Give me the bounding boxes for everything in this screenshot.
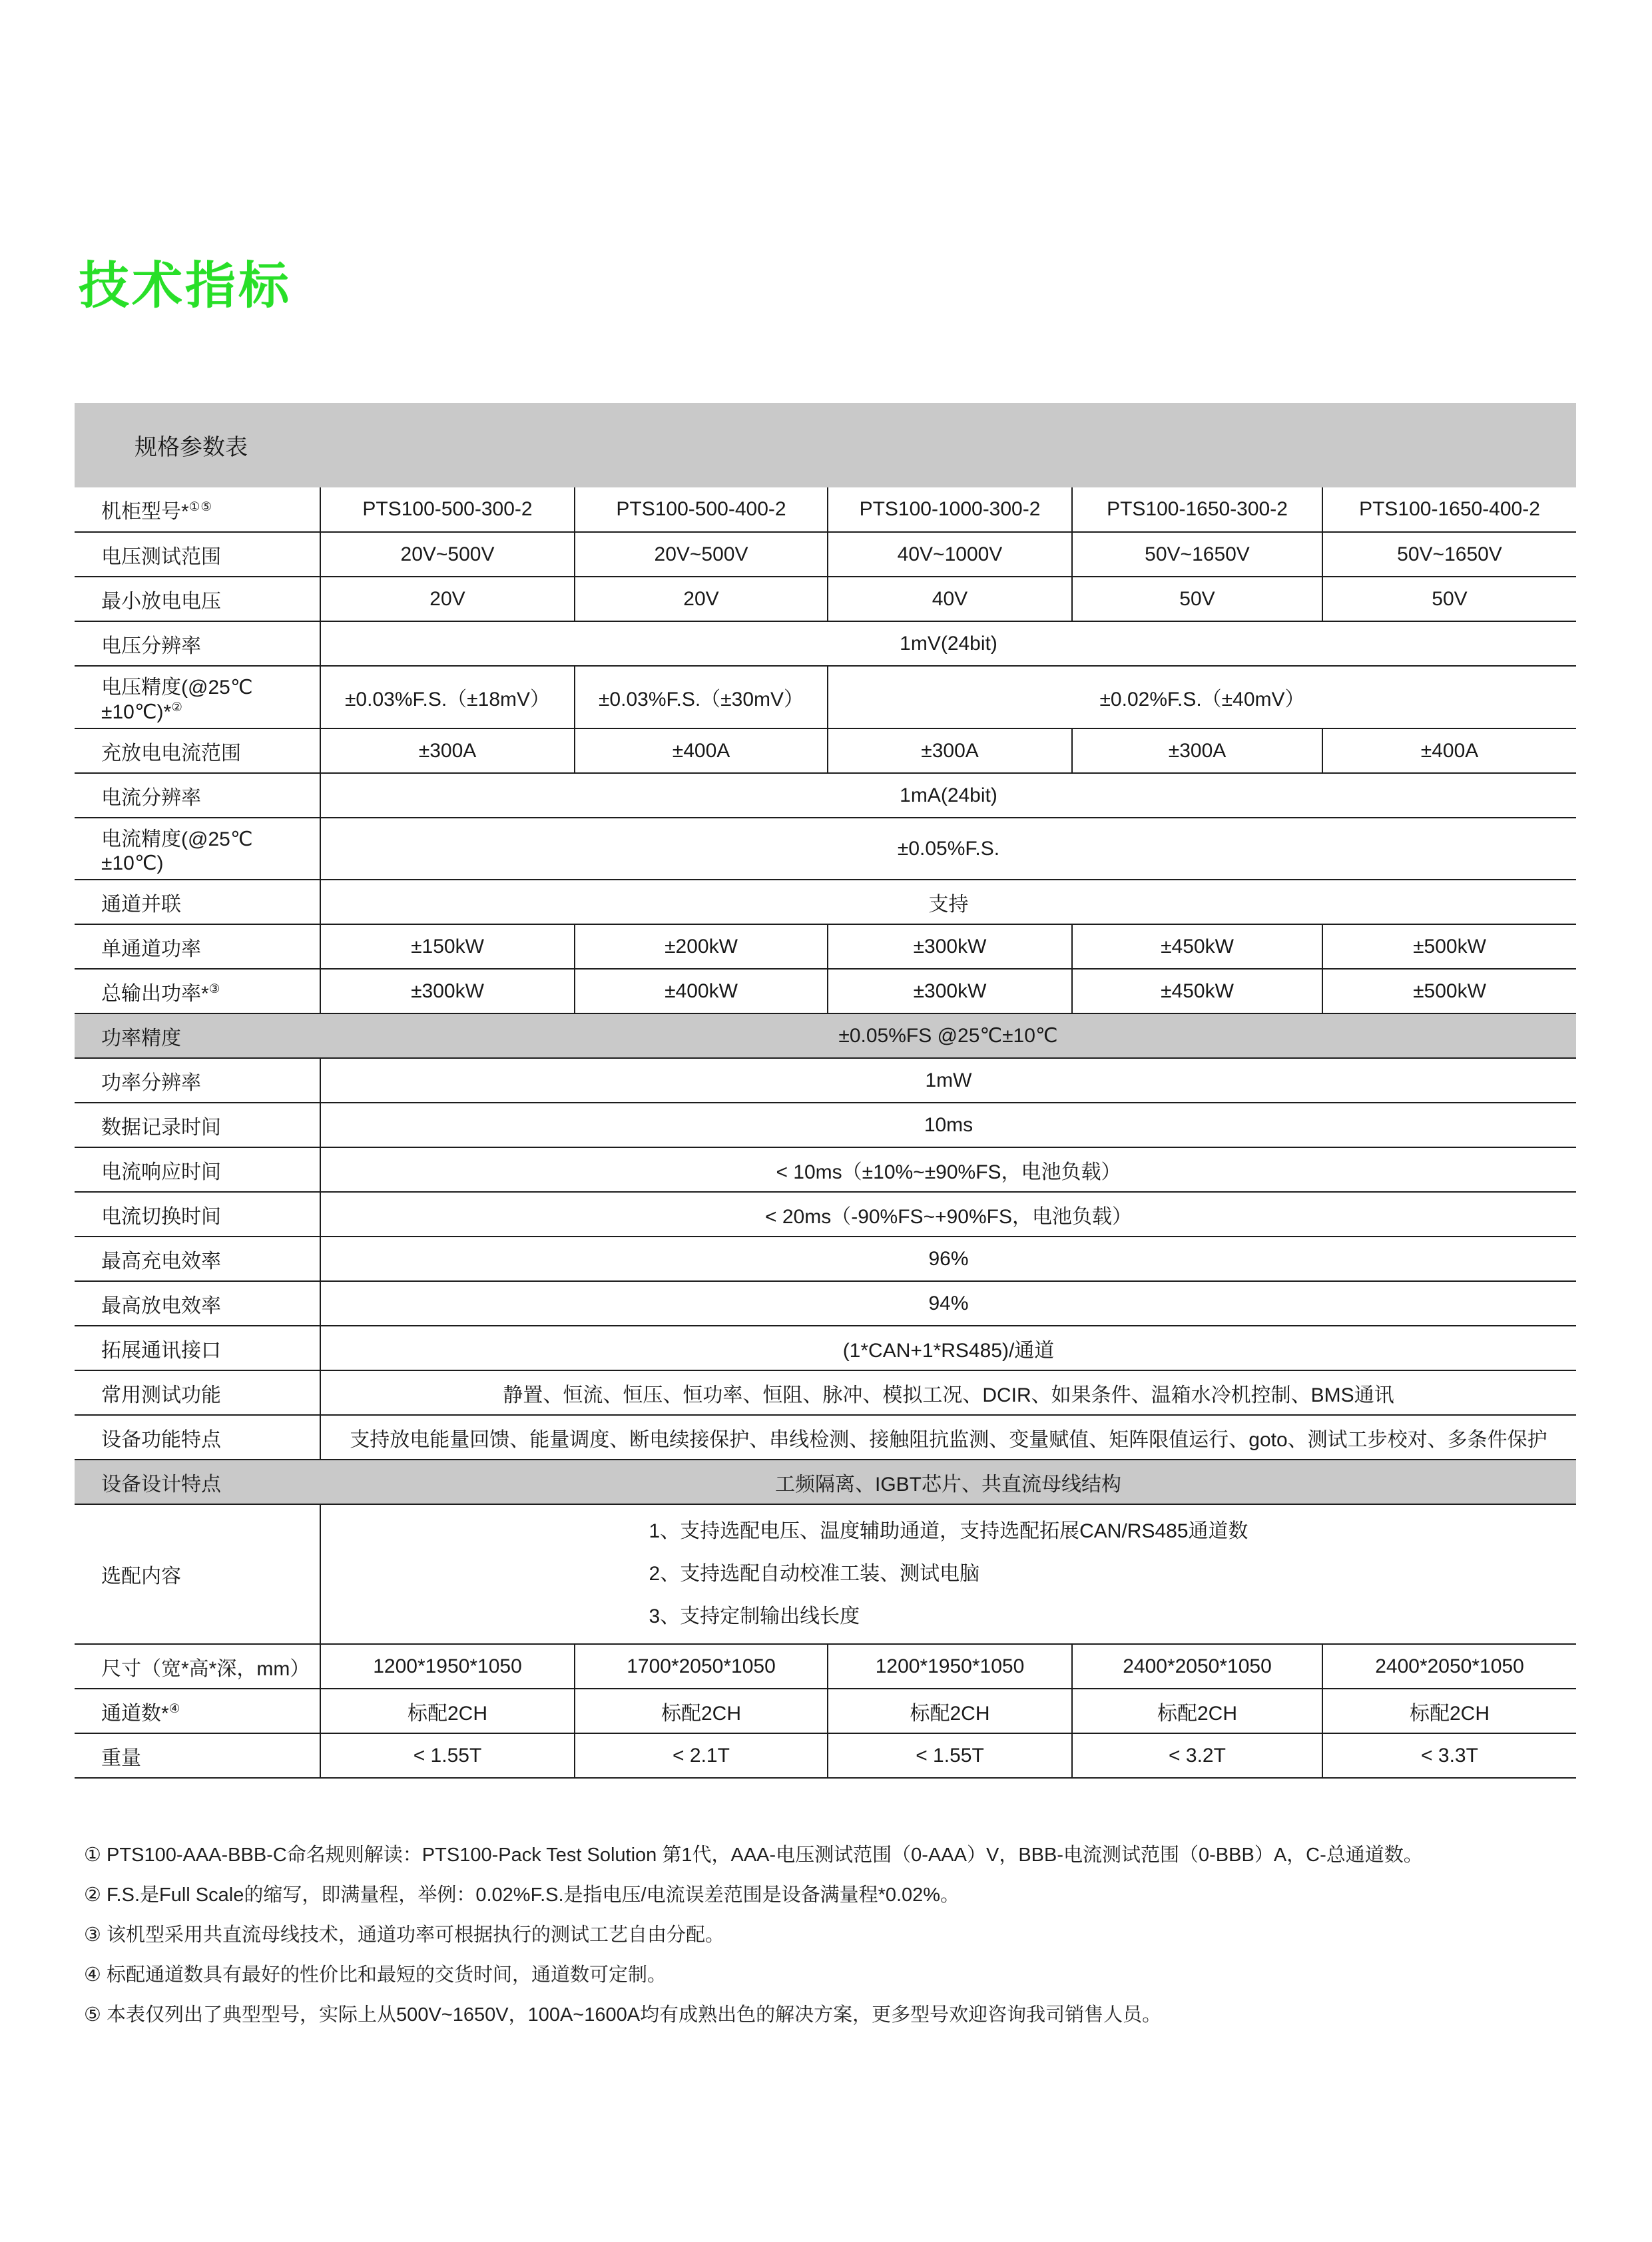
spec-cell: < 2.1T: [575, 1733, 828, 1778]
spec-row: [75, 532, 1576, 577]
spec-row-label: 最高充电效率: [75, 1237, 320, 1281]
spec-cell: ±0.03%F.S.（±30mV）: [575, 666, 828, 728]
table-caption: 规格参数表: [135, 435, 248, 460]
spec-cell-merged: 10ms: [924, 1113, 973, 1136]
spec-cell-merged: 工频隔离、IGBT芯片、共直流母线结构: [774, 1473, 1121, 1496]
spec-cell: < 1.55T: [320, 1733, 575, 1778]
spec-cell: 标配2CH: [320, 1689, 575, 1733]
spec-cell-merged: 静置、恒流、恒压、恒功率、恒阻、脉冲、模拟工况、DCIR、如果条件、温箱水冷机控制、BMS通讯: [503, 1384, 1394, 1406]
spec-cell-merged: ±0.05%F.S.: [897, 837, 1000, 860]
spec-row: [75, 728, 1576, 773]
spec-row: [75, 1058, 1576, 1103]
spec-row: [75, 818, 1576, 880]
spec-cell-merged: < 20ms（-90%FS~+90%FS，电池负载）: [764, 1205, 1132, 1228]
spec-cell-merged: 96%: [928, 1247, 969, 1270]
spec-row-label: 设备功能特点: [75, 1415, 320, 1460]
spec-row: [75, 666, 1576, 728]
spec-cell: ±300kW: [828, 969, 1072, 1013]
spec-cell: 2400*2050*1050: [1072, 1644, 1322, 1689]
spec-row: [75, 1689, 1576, 1733]
spec-row-label: 电流响应时间: [75, 1147, 320, 1192]
spec-row-label: 电流分辨率: [75, 773, 320, 818]
spec-cell: 1700*2050*1050: [575, 1644, 828, 1689]
spec-row: [75, 1460, 1576, 1504]
spec-row: [75, 1192, 1576, 1237]
spec-cell-merged: 94%: [928, 1292, 969, 1314]
spec-cell-merged: 1mW: [925, 1069, 972, 1091]
spec-cell: ±150kW: [320, 924, 575, 969]
option-list-item: 3、支持定制输出线长度: [649, 1605, 860, 1627]
spec-row-label: 选配内容: [75, 1504, 320, 1644]
spec-row: [75, 621, 1576, 666]
spec-row-label: 电压分辨率: [75, 621, 320, 666]
spec-cell: 50V: [1432, 587, 1468, 610]
spec-cell-merged: 支持: [928, 893, 969, 916]
spec-row-label: 数据记录时间: [75, 1103, 320, 1147]
spec-row-label: 常用测试功能: [75, 1370, 320, 1415]
spec-cell: ±400A: [1420, 739, 1479, 762]
spec-row-label: 电流切换时间: [75, 1192, 320, 1237]
spec-cell-merged: (1*CAN+1*RS485)/通道: [842, 1339, 1055, 1362]
spec-row-label: 最高放电效率: [75, 1281, 320, 1326]
spec-cell: 2400*2050*1050: [1375, 1655, 1524, 1677]
spec-cell: 20V~500V: [575, 532, 828, 577]
spec-row: [75, 1415, 1576, 1460]
spec-cell: PTS100-1650-400-2: [1359, 498, 1540, 520]
page-title: 技术指标: [79, 258, 292, 314]
spec-cell: 1200*1950*1050: [320, 1644, 575, 1689]
spec-cell: ±450kW: [1072, 969, 1322, 1013]
spec-cell: 20V~500V: [320, 532, 575, 577]
spec-cell: 40V: [828, 577, 1072, 621]
spec-row-label: 通道并联: [75, 880, 320, 924]
spec-cell: 1200*1950*1050: [828, 1644, 1072, 1689]
spec-cell: 50V~1650V: [1397, 543, 1502, 565]
option-list-item: 1、支持选配电压、温度辅助通道，支持选配拓展CAN/RS485通道数: [649, 1520, 1248, 1542]
spec-cell: PTS100-500-400-2: [575, 487, 828, 532]
spec-cell: ±500kW: [1413, 935, 1486, 958]
spec-row: [75, 969, 1576, 1013]
table-caption-bar: [75, 403, 1576, 487]
spec-row: [75, 1370, 1576, 1415]
spec-cell-merged: 支持放电能量回馈、能量调度、断电续接保护、串线检测、接触阻抗监测、变量赋值、矩阵限值运行、goto、测试工步校对、多条件保护: [350, 1428, 1547, 1451]
spec-row: [75, 924, 1576, 969]
footnote: ② F.S.是Full Scale的缩写，即满量程，举例：0.02%F.S.是指电压/电流误差范围是设备满量程*0.02%。: [84, 1884, 960, 1906]
spec-cell: 标配2CH: [828, 1689, 1072, 1733]
spec-row-label: 电流精度(@25℃±10℃): [75, 818, 320, 880]
spec-cell: ±300kW: [828, 924, 1072, 969]
spec-cell-merged: ±0.05%FS @25℃±10℃: [838, 1025, 1058, 1047]
spec-cell: 20V: [575, 577, 828, 621]
spec-row: [75, 487, 1576, 532]
spec-cell: ±0.02%F.S.（±40mV）: [1099, 689, 1305, 710]
spec-row-label: 设备设计特点: [101, 1473, 221, 1496]
spec-cell: < 3.3T: [1421, 1744, 1478, 1767]
footnote-marker: ③: [208, 981, 221, 995]
spec-cell: < 1.55T: [828, 1733, 1072, 1778]
spec-cell: ±200kW: [575, 924, 828, 969]
spec-row-label: 单通道功率: [75, 924, 320, 969]
option-list: [649, 1510, 1248, 1638]
spec-cell: 标配2CH: [1072, 1689, 1322, 1733]
footnote: ④ 标配通道数具有最好的性价比和最短的交货时间，通道数可定制。: [84, 1964, 667, 1986]
spec-row-label: 最小放电电压: [75, 577, 320, 621]
spec-row: [75, 1147, 1576, 1192]
spec-cell-merged: < 10ms（±10%~±90%FS，电池负载）: [776, 1161, 1121, 1183]
footnote: ③ 该机型采用共直流母线技术，通道功率可根据执行的测试工艺自由分配。: [84, 1924, 725, 1946]
spec-cell: 50V: [1072, 577, 1322, 621]
spec-cell: PTS100-1000-300-2: [828, 487, 1072, 532]
spec-row: [75, 773, 1576, 818]
spec-row: [75, 1103, 1576, 1147]
spec-row-label: 拓展通讯接口: [75, 1326, 320, 1370]
spec-cell: 标配2CH: [575, 1689, 828, 1733]
spec-row-label: 电压精度(@25℃±10℃)*②: [75, 666, 320, 728]
spec-row-label: 通道数*④: [75, 1689, 320, 1733]
spec-row-label: 机柜型号*①⑤: [75, 487, 320, 532]
spec-row: [75, 1733, 1576, 1778]
spec-cell-merged: 1mA(24bit): [900, 784, 997, 806]
spec-cell: ±400kW: [575, 969, 828, 1013]
spec-row: [75, 1644, 1576, 1689]
spec-row: [75, 577, 1576, 621]
footnote-marker: ①⑤: [188, 499, 213, 513]
spec-cell: 50V~1650V: [1072, 532, 1322, 577]
spec-cell: ±450kW: [1072, 924, 1322, 969]
spec-cell: ±500kW: [1413, 980, 1486, 1002]
footnote: ⑤ 本表仅列出了典型型号，实际上从500V~1650V，100A~1600A均有成熟出色的解决方案，更多型号欢迎咨询我司销售人员。: [84, 2004, 1162, 2026]
spec-cell: ±300kW: [320, 969, 575, 1013]
footnote-marker: ④: [168, 1701, 181, 1715]
footnote: ① PTS100-AAA-BBB-C命名规则解读：PTS100-Pack Test Solution 第1代，AAA-电压测试范围（0-AAA）V，BBB-电流测试范围（0-BBB）A，C-总通道数。: [84, 1844, 1423, 1866]
spec-row-label: 总输出功率*③: [75, 969, 320, 1013]
spec-cell: < 3.2T: [1072, 1733, 1322, 1778]
spec-row: [75, 1326, 1576, 1370]
spec-cell: ±400A: [575, 728, 828, 773]
spec-cell: PTS100-500-300-2: [320, 487, 575, 532]
spec-row: [75, 1013, 1576, 1058]
spec-cell: PTS100-1650-300-2: [1072, 487, 1322, 532]
spec-cell: ±300A: [1072, 728, 1322, 773]
spec-row: [75, 1504, 1576, 1644]
spec-row-label: 电压测试范围: [75, 532, 320, 577]
spec-cell: ±300A: [320, 728, 575, 773]
spec-table: [75, 487, 1576, 1779]
footnote-marker: ②: [171, 700, 183, 714]
spec-cell: ±300A: [828, 728, 1072, 773]
spec-row: [75, 1281, 1576, 1326]
spec-cell: 20V: [320, 577, 575, 621]
spec-cell-merged-multiline: [320, 1504, 1576, 1644]
spec-row-label: 功率分辨率: [75, 1058, 320, 1103]
spec-row-label: 重量: [75, 1733, 320, 1778]
spec-cell: 标配2CH: [1409, 1702, 1490, 1725]
spec-row: [75, 880, 1576, 924]
spec-cell: ±0.03%F.S.（±18mV）: [320, 666, 575, 728]
spec-row: [75, 1237, 1576, 1281]
spec-cell-merged: 1mV(24bit): [900, 632, 997, 655]
spec-row-label: 功率精度: [101, 1027, 181, 1049]
spec-cell: 40V~1000V: [828, 532, 1072, 577]
spec-row-label: 尺寸（宽*高*深，mm）: [75, 1644, 320, 1689]
option-list-item: 2、支持选配自动校准工装、测试电脑: [649, 1563, 980, 1585]
footnotes: [84, 1835, 1569, 2035]
spec-row-label: 充放电电流范围: [75, 728, 320, 773]
